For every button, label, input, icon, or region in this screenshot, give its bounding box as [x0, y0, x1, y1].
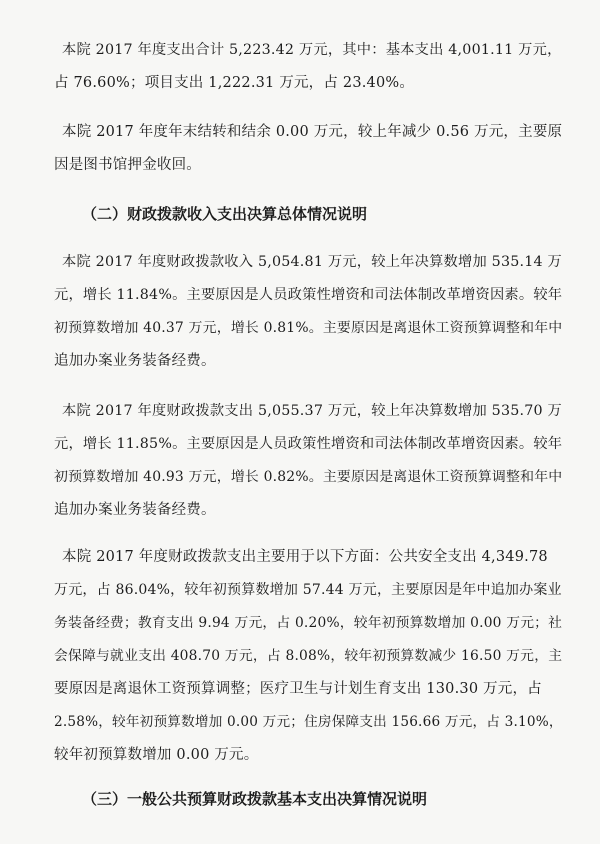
text-line: 元，增长 11.84%。主要原因是人员政策性增资和司法体制改革增资因素。较年 [54, 287, 563, 303]
text-line: 本院 2017 年度财政拨款支出主要用于以下方面：公共安全支出 4,349.78 [62, 549, 548, 565]
text-line: 较年初预算数增加 0.00 万元。 [54, 747, 259, 763]
text-line: 本院 2017 年度年末结转和结余 0.00 万元，较上年减少 0.56 万元，主要原 [62, 124, 563, 140]
text-line: 2.58%，较年初预算数增加 0.00 万元；住房保障支出 156.66 万元，占 3.10%， [54, 714, 563, 730]
text-line: 追加办案业务装备经费。 [54, 502, 216, 518]
text-line: 本院 2017 年度支出合计 5,223.42 万元，其中：基本支出 4,001.11 万元， [62, 42, 562, 58]
section-heading-2: （二）财政拨款收入支出决算总体情况说明 [82, 205, 368, 223]
text-line: 本院 2017 年度财政拨款支出 5,055.37 万元，较上年决算数增加 535.70 万 [62, 403, 562, 419]
section-heading-3: （三）一般公共预算财政拨款基本支出决算情况说明 [82, 790, 428, 808]
paragraph-expenditure-breakdown [54, 541, 563, 772]
text-line: 务装备经费；教育支出 9.94 万元，占 0.20%，较年初预算数增加 0.00 万元；社 [54, 615, 563, 631]
paragraph-carryover [54, 116, 563, 182]
text-line: 初预算数增加 40.37 万元，增长 0.81%。主要原因是离退休工资预算调整和年中 [54, 320, 563, 336]
text-line: 追加办案业务装备经费。 [54, 353, 216, 369]
text-line: 因是图书馆押金收回。 [54, 157, 201, 173]
paragraph-total-expenditure [54, 34, 562, 100]
text-line: 初预算数增加 40.93 万元，增长 0.82%。主要原因是离退休工资预算调整和年中 [54, 469, 563, 485]
text-line: 万元，占 86.04%，较年初预算数增加 57.44 万元，主要原因是年中追加办案业 [54, 582, 562, 598]
text-line: 占 76.60%；项目支出 1,222.31 万元，占 23.40%。 [54, 75, 415, 91]
paragraph-fiscal-expenditure [54, 395, 563, 527]
text-line: 本院 2017 年度财政拨款收入 5,054.81 万元，较上年决算数增加 535.14 万 [62, 254, 562, 270]
text-line: 要原因是离退休工资预算调整；医疗卫生与计划生育支出 130.30 万元，占 [54, 681, 542, 697]
paragraph-fiscal-income [54, 246, 563, 378]
text-line: 元，增长 11.85%。主要原因是人员政策性增资和司法体制改革增资因素。较年 [54, 436, 563, 452]
text-line: 会保障与就业支出 408.70 万元，占 8.08%，较年初预算数减少 16.50 万元，主 [54, 648, 563, 664]
